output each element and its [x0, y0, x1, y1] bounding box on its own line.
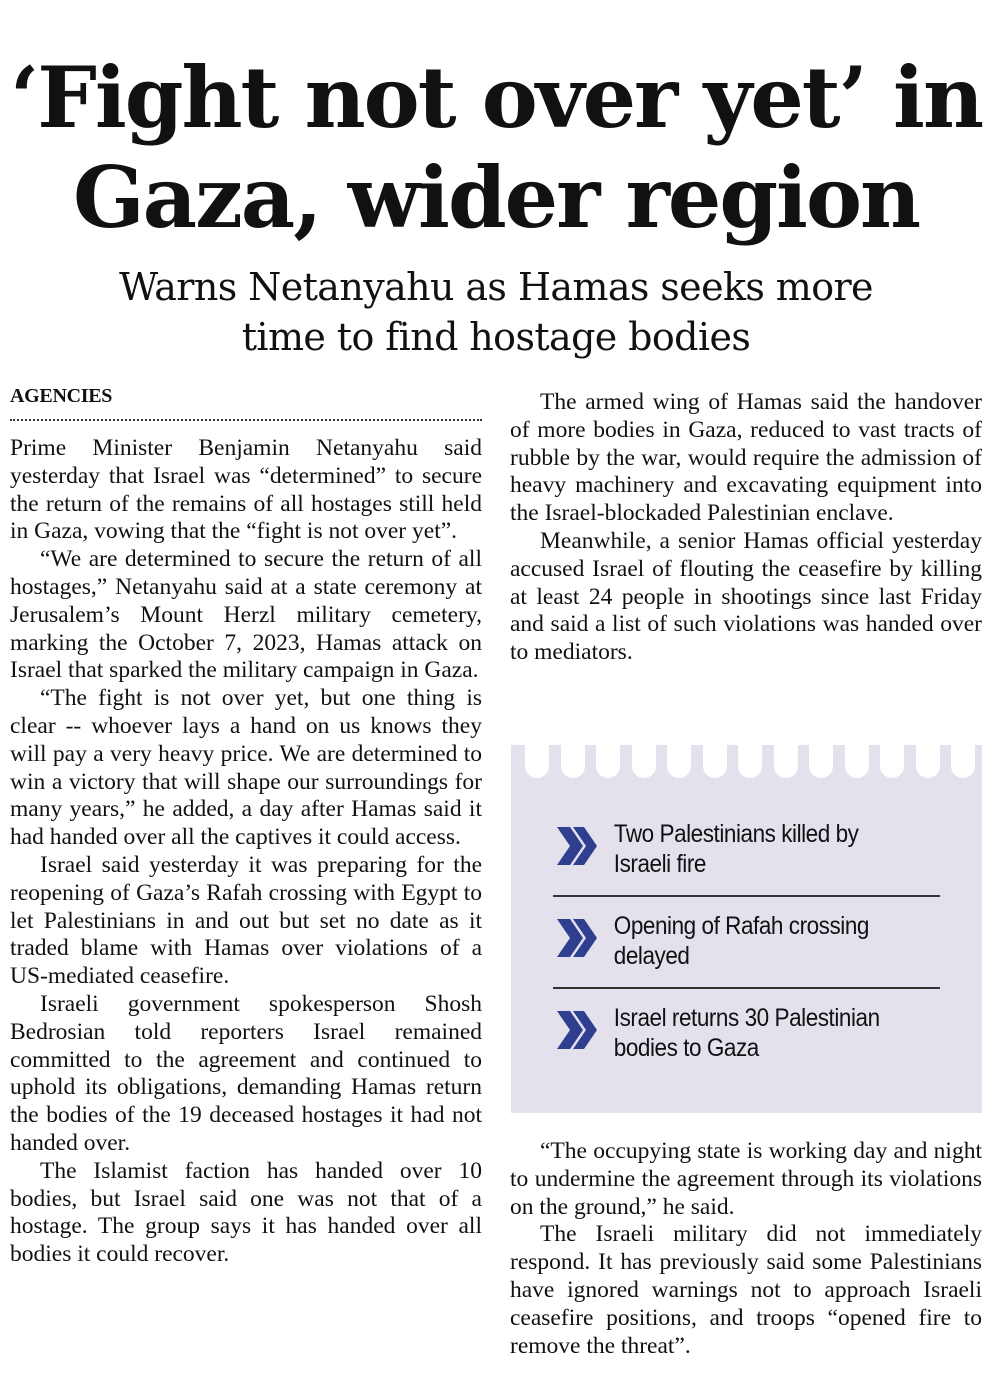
notepad-hole — [774, 745, 798, 778]
notepad-hole — [561, 745, 585, 778]
right-column-top — [510, 389, 982, 667]
left-column — [10, 383, 482, 1269]
article-paragraph: Prime Minister Benjamin Netanyahu said yesterday that Israel was “determined” to secure the return of the remains of all hostages still held in Gaza, vowing that the “fight is not over yet”. — [10, 435, 482, 545]
notepad-hole — [738, 745, 762, 778]
headline-line-1: ‘Fight not over yet’ in — [9, 48, 983, 147]
article-paragraph: The Islamist faction has handed over 10 bodies, but Israel said one was not that of a hostage. The group says it has handed over all bodies it could recover. — [10, 1157, 482, 1268]
byline: AGENCIES — [10, 383, 482, 421]
notepad-hole — [525, 745, 549, 778]
notepad-hole — [809, 745, 833, 778]
notepad-hole — [632, 745, 656, 778]
headline-line-2: Gaza, wider region — [72, 148, 920, 247]
notepad-hole — [703, 745, 727, 778]
notepad-hole — [916, 745, 940, 778]
notepad-holes — [525, 745, 975, 785]
double-chevron-right-icon — [553, 1007, 603, 1053]
highlight-text: Israel returns 30 Palestinian bodies to Gaza — [613, 1004, 880, 1062]
notepad-hole — [667, 745, 691, 778]
highlight-item — [553, 987, 940, 1079]
notepad-hole — [880, 745, 904, 778]
article-paragraph: “We are determined to secure the return of all hostages,” Netanyahu said at a state ceremony at Jerusalem’s Mount Herzl military cemetery, marking the October 7, 2023, Hamas attack on Israel that sparked the military campaign in Gaza. — [10, 546, 482, 684]
highlight-item — [553, 895, 940, 987]
subheadline-line-2: time to find hostage bodies — [241, 315, 751, 359]
notepad-hole — [845, 745, 869, 778]
article-paragraph: “The occupying state is working day and night to undermine the agreement through its violations on the ground,” he said. — [510, 1138, 982, 1220]
article-paragraph: “The fight is not over yet, but one thing is clear -- whoever lays a hand on us knows they will pay a very heavy price. We are determined to win a victory that will shape our surroundings for many years,” he added, a day after Hamas said it had handed over all the captives it could access. — [10, 685, 482, 851]
highlights-box — [511, 745, 982, 1113]
highlight-text: Opening of Rafah crossing delayed — [613, 912, 869, 970]
article-paragraph: The armed wing of Hamas said the handover of more bodies in Gaza, reduced to vast tracts of rubble by the war, would require the admission of heavy machinery and excavating equipment into the Israel-blockaded Palestinian enclave. — [510, 389, 982, 527]
notepad-hole — [596, 745, 620, 778]
article-paragraph: Meanwhile, a senior Hamas official yesterday accused Israel of flouting the ceasefire by killing at least 24 people in shootings since last Friday and said a list of such violations was handed over to mediators. — [510, 527, 982, 666]
double-chevron-right-icon — [553, 823, 603, 869]
article-paragraph: Israeli government spokesperson Shosh Bedrosian told reporters Israel remained committed to the agreement and continued to uphold its obligations, demanding Hamas return the bodies of the 19 deceased hostages it had not handed over. — [10, 990, 482, 1156]
highlight-item — [553, 809, 940, 895]
article-paragraph: Israel said yesterday it was preparing for the reopening of Gaza’s Rafah crossing with Egypt to let Palestinians in and out but set no date as it traded blame with Hamas over violations of a US-mediated ceasefire. — [10, 851, 482, 990]
subheadline-line-1: Warns Netanyahu as Hamas seeks more — [119, 265, 873, 309]
headline — [0, 48, 992, 248]
right-column-bottom — [510, 1138, 982, 1360]
double-chevron-right-icon — [553, 915, 603, 961]
article-paragraph: The Israeli military did not immediately respond. It has previously said some Palestinians have ignored warnings not to approach Israeli ceasefire positions, and troops “opened fire to remove the threat”. — [510, 1221, 982, 1359]
subheadline — [0, 262, 992, 362]
highlights-list — [553, 809, 940, 1079]
notepad-hole — [951, 745, 975, 778]
highlight-text: Two Palestinians killed by Israeli fire — [613, 820, 859, 878]
